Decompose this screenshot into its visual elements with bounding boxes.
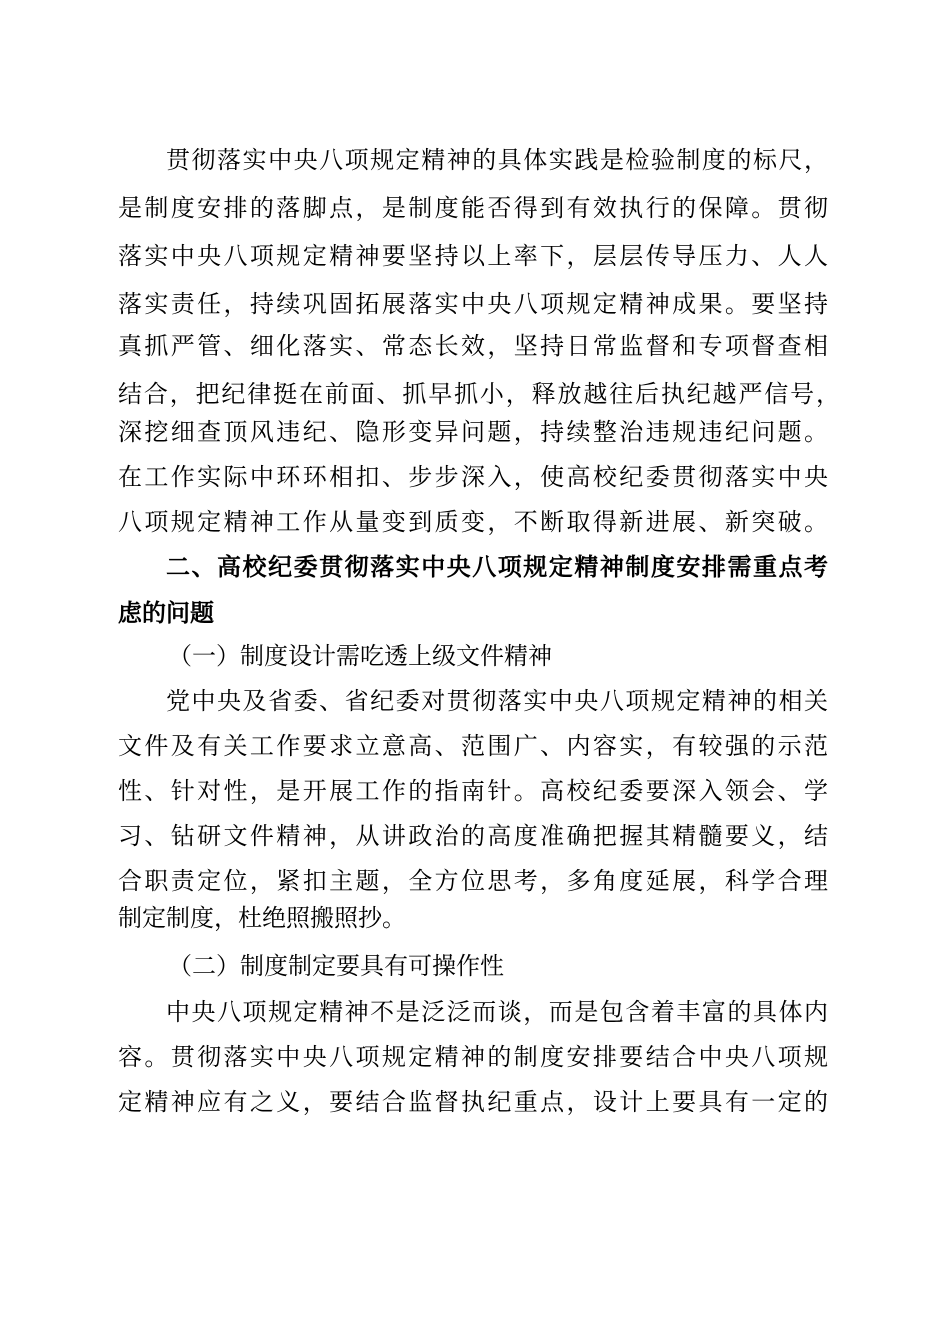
paragraph-line: 合职责定位，紧扣主题，全方位思考，多角度延展，科学合理 (118, 867, 828, 895)
paragraph-line: 八项规定精神工作从量变到质变，不断取得新进展、新突破。 (118, 508, 828, 536)
paragraph-line: 党中央及省委、省纪委对贯彻落实中央八项规定精神的相关 (166, 687, 828, 715)
paragraph-line: 性、针对性，是开展工作的指南针。高校纪委要深入领会、学 (118, 777, 828, 805)
paragraph-line: 结合，把纪律挺在前面、抓早抓小，释放越往后执纪越严信号， (118, 380, 840, 408)
paragraph-line: 在工作实际中环环相扣、步步深入，使高校纪委贯彻落实中央 (118, 463, 828, 491)
section-heading-line: 二、高校纪委贯彻落实中央八项规定精神制度安排需重点考 (166, 553, 828, 581)
subsection-title: （二）制度制定要具有可操作性 (168, 952, 504, 980)
paragraph-line: 落实责任，持续巩固拓展落实中央八项规定精神成果。要坚持 (118, 290, 828, 318)
paragraph-line: 贯彻落实中央八项规定精神的具体实践是检验制度的标尺， (166, 146, 828, 174)
paragraph-line: 定精神应有之义，要结合监督执纪重点，设计上要具有一定的 (118, 1088, 828, 1116)
paragraph-line: 落实中央八项规定精神要坚持以上率下，层层传导压力、人人 (118, 242, 828, 270)
paragraph-line: 制定制度，杜绝照搬照抄。 (118, 904, 406, 932)
subsection-title: （一）制度设计需吃透上级文件精神 (168, 642, 552, 670)
paragraph-line: 是制度安排的落脚点，是制度能否得到有效执行的保障。贯彻 (118, 194, 828, 222)
paragraph-line: 中央八项规定精神不是泛泛而谈，而是包含着丰富的具体内 (166, 998, 828, 1026)
paragraph-line: 容。贯彻落实中央八项规定精神的制度安排要结合中央八项规 (118, 1043, 828, 1071)
paragraph-line: 文件及有关工作要求立意高、范围广、内容实，有较强的示范 (118, 732, 828, 760)
paragraph-line: 真抓严管、细化落实、常态长效，坚持日常监督和专项督查相 (118, 332, 828, 360)
paragraph-line: 习、钻研文件精神，从讲政治的高度准确把握其精髓要义，结 (118, 822, 828, 850)
paragraph-line: 深挖细查顶风违纪、隐形变异问题，持续整治违规违纪问题。 (118, 418, 828, 446)
section-heading-line: 虑的问题 (118, 599, 214, 627)
